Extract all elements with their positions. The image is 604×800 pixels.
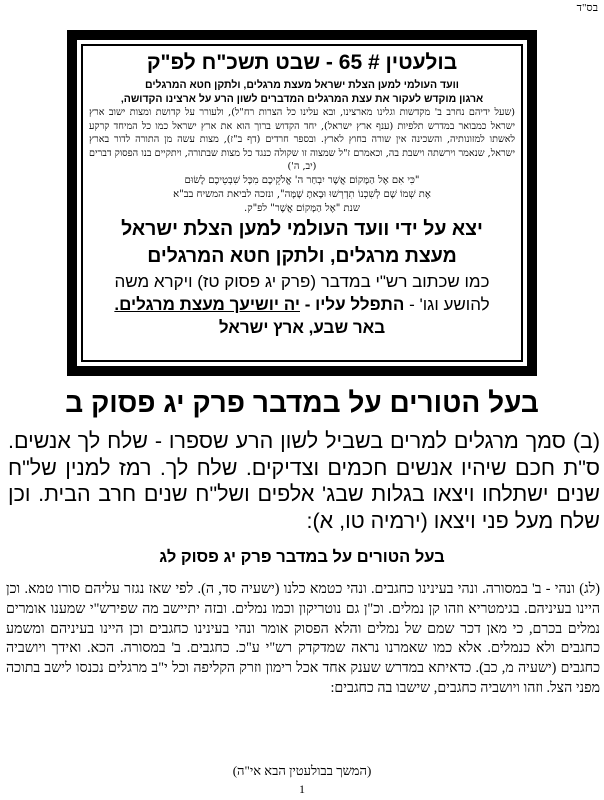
corner-mark: בס"ד — [576, 2, 598, 14]
quote-underlined: יה יושיעך מעצת מרגלים. — [114, 294, 300, 314]
continued-note: (המשך בבולעטין הבא אי"ה) — [232, 763, 372, 778]
section2-text: (לג) ונהי - ב' במסורה. ונהי בעינינו כחגבים. ונהי כטמא כלנו (ישעיה סד, ה). לפי שאז נגזר עליהם סורו טמא. וכן היינו בעיניהם. בגימטריא וזהו קן נמלים. וכ"ן גם נוטריקון וכמו נמלים. ובזה יתיישב מה שפירש"י שמענו אומרים נמלים בכרם, כי מאן דכר שמם של נמלים והלא הפסוק אומר ונהי בעינינו כחגבים וכן היינו בעיניהם ומשמע כחגבים ולא כנמלים. אלא כמו שאמרנו נראה שמדקדק רש"י ע"כ. כחגבים. ב' במסורה. הכא. ואידך ויושביה כחגבים (ישעיה מ, כב). כדאיתא במדרש שענק אחד אכל רימון וזרק הקליפה וכל י"ב מרגלים נכנסו לישב בתוכה מפני הצל. וזהו ויושביה כחגבים, שישבו בה כחגבים: — [6, 581, 600, 696]
location-line: באר שבע, ארץ ישראל — [218, 317, 386, 337]
issued-line-1: יצא על ידי וועד העולמי למען הצלת ישראל — [121, 217, 483, 240]
quote-pre: להושע וגו' - — [404, 294, 490, 314]
bulletin-frame — [67, 30, 537, 376]
issued-line-2: מעצת מרגלים, ולתקן חטא המרגלים — [147, 244, 457, 267]
page-number: 1 — [299, 782, 305, 796]
section1-text: (ב) סמך מרגלים למרים בשביל לשון הרע שספרו - שלח לך אנשים. ס"ת חכם שיהיו אנשים חכמים וצדיקים. שלח לך. רמז למנין של"ח שנים ישתלחו ויצאו בגלות שבג' אלפים ושל"ח שנים חרב הבית. וכן שלח מעל פני ויצאו (ירמיה טו, א): — [8, 429, 600, 533]
org-line-1: וועד העולמי למען הצלת ישראל מעצת מרגלים, ולתקן חטא המרגלים — [145, 79, 459, 91]
bulletin-title: בולעטין # 65 - שבט תשכ"ח לפ"ק — [146, 51, 458, 74]
section1-heading: בעל הטורים על במדבר פרק יג פסוק ב — [65, 387, 539, 418]
section2-heading: בעל הטורים על במדבר פרק יג פסוק לג — [159, 548, 445, 566]
org-line-2: ארגון מוקדש לעקור את עצת המרגלים המדברים לשון הרע על ארצינו הקדושה, — [120, 93, 484, 105]
verse-line-1: "כִּי אִם אֶל הַמָּקוֹם אֲשֶׁר יִבְחַר ה' אֱלֹקֵיכֶם מִכָּל שִׁבְטֵיכֶם לָשׂוּם — [184, 174, 420, 186]
quote-bold: התפלל עליו - — [300, 294, 405, 314]
quote-line-1: כמו שכתוב רש"י במדבר (פרק יג פסוק טז) ויקרא משה — [114, 271, 490, 291]
verse-line-3: שנת "אֶל הַמָּקוֹם אֲשֶׁר" לפ"ק. — [244, 202, 360, 214]
bulletin-box — [81, 44, 523, 362]
bulletin-frame-gap — [77, 40, 527, 366]
bulletin-body: (שעל ידיהם נחרב ב' מקדשות וגלינו מארצינו, ובא עלינו כל הצרות רח"ל), ולעורר על קדושת ומצות ישוב ארץ ישראל כמבואר במדרש תלפיות (ענף ארץ ישראל), יחד הקדוש ברוך הוא את ארץ ישראל כמו כל המיחד קרקע לאשתו למזונותיה, והשכינה אין שורה בחוץ לארץ. ובספר חרדים (דף ב"ז), מצות עשה מן התורה לדור בארץ ישראל, שנאמר וירשתה וישבת בה, וכאמרם ז"ל שמצוה זו שקולה כנגד כל מצות שבתורה, ויתקיים בנו הפסוק דברים (יב, ה') — [89, 107, 515, 173]
quote-line-2 — [89, 293, 515, 316]
verse-line-2: אֶת שְׁמוֹ שָׁם לְשִׁכְנוֹ תִדְרְשׁוּ וּבָאתָ שָׁמָּה", ונזכה לביאת המשיח בב"א — [173, 188, 431, 200]
